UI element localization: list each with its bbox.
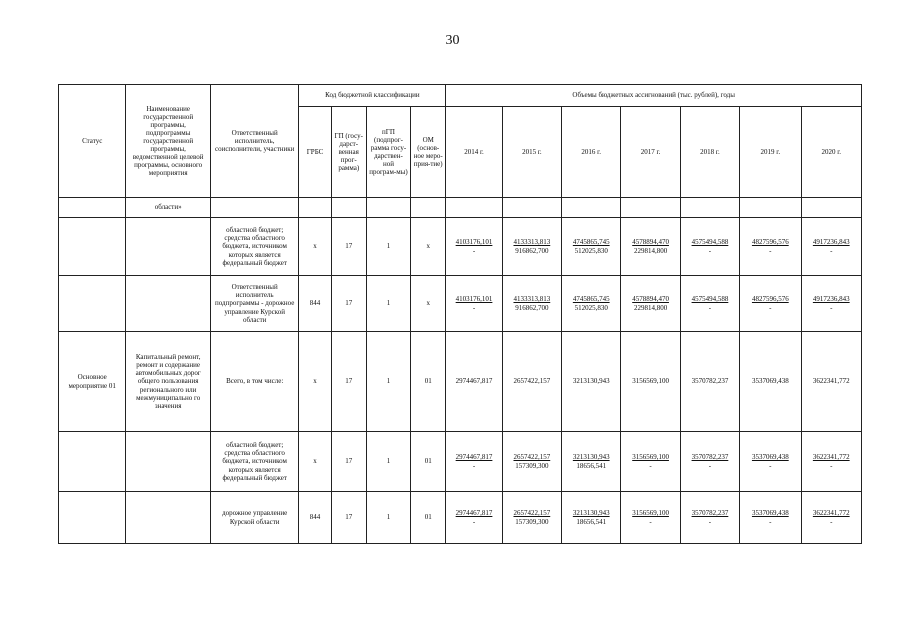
- cell-name: [126, 492, 211, 544]
- cell-value: [502, 218, 561, 276]
- value-sub: 18656,541: [576, 517, 607, 526]
- cell-pgp: 1: [366, 332, 410, 432]
- value-main: 3537069,438: [751, 509, 789, 518]
- cell-status: [59, 492, 126, 544]
- cell-value: 2974467,817: [446, 332, 502, 432]
- header-year: 2014 г.: [446, 107, 502, 198]
- cell-value: 3537069,438: [740, 332, 801, 432]
- value-sub: -: [649, 517, 652, 526]
- cell-value: [680, 276, 739, 332]
- cell-value: [621, 492, 680, 544]
- cell-value: [801, 276, 862, 332]
- cell-status: [59, 218, 126, 276]
- header-year: 2019 г.: [740, 107, 801, 198]
- cell-status: Основное мероприятие 01: [59, 332, 126, 432]
- cell-value: [621, 276, 680, 332]
- value-main: 3622341,772: [812, 453, 850, 462]
- value-main: 4827596,576: [751, 238, 789, 247]
- cell-responsible: областной бюджет; средства областного бюджета, источником которых является федеральный бюджет: [210, 432, 299, 492]
- header-year: 2020 г.: [801, 107, 862, 198]
- cell-responsible: Ответственный исполнитель подпрограммы - дорожное управление Курской области: [210, 276, 299, 332]
- cell-value: [446, 198, 502, 218]
- value-sub: 157309,300: [515, 517, 549, 526]
- cell-value: [801, 218, 862, 276]
- header-om: ОМ (основ-ное меро-прия-тие): [411, 107, 446, 198]
- value-main: 3622341,772: [812, 509, 850, 518]
- cell-responsible: дорожное управление Курской области: [210, 492, 299, 544]
- value-main: 4917236,843: [812, 295, 850, 304]
- cell-grbs: х: [299, 218, 331, 276]
- value-sub: -: [708, 461, 712, 470]
- value-main: 3156569,100: [632, 453, 669, 462]
- cell-om: 01: [411, 432, 446, 492]
- value-sub: 512025,830: [574, 303, 608, 312]
- value-main: 4745865,745: [572, 295, 610, 304]
- cell-value: [562, 276, 621, 332]
- cell-name: [126, 432, 211, 492]
- cell-value: [502, 276, 561, 332]
- value-main: 3570782,237: [691, 453, 729, 462]
- value-main: 3156569,100: [632, 509, 669, 518]
- cell-value: [740, 198, 801, 218]
- cell-gp: 17: [331, 276, 366, 332]
- value-main: 3213130,943: [572, 509, 610, 518]
- cell-value: [740, 218, 801, 276]
- cell-gp: 17: [331, 432, 366, 492]
- value-sub: -: [708, 246, 712, 255]
- cell-value: [740, 276, 801, 332]
- cell-gp: 17: [331, 492, 366, 544]
- value-main: 4745865,745: [572, 238, 610, 247]
- cell-pgp: 1: [366, 276, 410, 332]
- value-sub: -: [769, 517, 772, 526]
- cell-status: [59, 276, 126, 332]
- table-header: [59, 85, 862, 198]
- value-sub: 512025,830: [574, 246, 608, 255]
- value-sub: -: [472, 461, 476, 470]
- value-sub: -: [708, 303, 712, 312]
- value-sub: -: [769, 303, 772, 312]
- cell-value: [446, 276, 502, 332]
- cell-value: [801, 492, 862, 544]
- value-sub: -: [769, 461, 772, 470]
- value-sub: 916862,700: [515, 246, 549, 255]
- cell-value: 3156569,100: [621, 332, 680, 432]
- table-row: [59, 276, 862, 332]
- cell-status: [59, 432, 126, 492]
- cell-grbs: 844: [299, 492, 331, 544]
- value-main: 2657422,157: [513, 453, 551, 462]
- cell-om: [411, 198, 446, 218]
- page-number: 30: [445, 33, 460, 48]
- header-volumes: Объемы бюджетных ассигнований (тыс. рублей), годы: [446, 85, 862, 107]
- cell-value: [562, 218, 621, 276]
- header-status: Статус: [59, 85, 126, 198]
- table-row: [59, 332, 862, 432]
- value-sub: -: [830, 461, 833, 470]
- cell-value: [502, 198, 561, 218]
- value-sub: -: [769, 246, 772, 255]
- header-budget-code: Код бюджетной классификации: [299, 85, 446, 107]
- cell-value: [446, 218, 502, 276]
- table-row: [59, 218, 862, 276]
- header-grbs: ГРБС: [299, 107, 331, 198]
- cell-value: 3622341,772: [801, 332, 862, 432]
- header-year: 2017 г.: [621, 107, 680, 198]
- header-year: 2015 г.: [502, 107, 561, 198]
- cell-grbs: [299, 198, 331, 218]
- table-row: [59, 198, 862, 218]
- cell-responsible: [210, 198, 299, 218]
- value-sub: -: [472, 246, 476, 255]
- cell-om: х: [411, 276, 446, 332]
- cell-responsible: областной бюджет; средства областного бюджета, источником которых является федеральный бюджет: [210, 218, 299, 276]
- cell-value: [502, 492, 561, 544]
- cell-value: [680, 492, 739, 544]
- cell-gp: 17: [331, 218, 366, 276]
- cell-value: [680, 432, 739, 492]
- budget-table: [58, 84, 862, 544]
- value-main: 3213130,943: [572, 453, 610, 462]
- value-main: 4578894,470: [632, 295, 669, 304]
- cell-grbs: х: [299, 432, 331, 492]
- cell-value: [801, 198, 862, 218]
- value-sub: 18656,541: [576, 461, 607, 470]
- cell-gp: [331, 198, 366, 218]
- cell-pgp: [366, 198, 410, 218]
- cell-value: [680, 218, 739, 276]
- value-sub: -: [472, 303, 476, 312]
- value-sub: -: [649, 461, 652, 470]
- value-main: 3537069,438: [751, 453, 789, 462]
- header-pgp: пГП (подпрог-рамма госу-дарствен-ной програм-мы): [366, 107, 410, 198]
- cell-value: 3570782,237: [680, 332, 739, 432]
- cell-value: [621, 432, 680, 492]
- value-sub: 157309,300: [515, 461, 549, 470]
- value-main: 4578894,470: [632, 238, 669, 247]
- value-sub: -: [472, 517, 476, 526]
- cell-grbs: х: [299, 332, 331, 432]
- cell-name: [126, 218, 211, 276]
- value-sub: -: [830, 517, 833, 526]
- cell-value: [562, 198, 621, 218]
- cell-value: [562, 492, 621, 544]
- value-main: 4575494,588: [691, 238, 729, 247]
- value-main: 2974467,817: [455, 509, 493, 518]
- cell-om: х: [411, 218, 446, 276]
- cell-pgp: 1: [366, 218, 410, 276]
- table-body: [59, 198, 862, 544]
- value-main: 4917236,843: [812, 238, 850, 247]
- value-sub: 916862,700: [515, 303, 549, 312]
- header-year: 2018 г.: [680, 107, 739, 198]
- cell-pgp: 1: [366, 492, 410, 544]
- value-main: 2657422,157: [513, 509, 551, 518]
- cell-responsible: Всего, в том числе:: [210, 332, 299, 432]
- cell-name: [126, 276, 211, 332]
- cell-name: Капитальный ремонт, ремонт и содержание автомобильных дорог общего пользования регионального или межмуниципально го значения: [126, 332, 211, 432]
- value-main: 4133313,813: [513, 238, 551, 247]
- cell-value: [562, 432, 621, 492]
- value-sub: -: [830, 246, 833, 255]
- cell-value: [621, 218, 680, 276]
- cell-pgp: 1: [366, 432, 410, 492]
- table-row: [59, 492, 862, 544]
- cell-value: [801, 432, 862, 492]
- cell-grbs: 844: [299, 276, 331, 332]
- cell-status: [59, 198, 126, 218]
- cell-value: [446, 432, 502, 492]
- cell-value: [680, 198, 739, 218]
- cell-value: [446, 492, 502, 544]
- cell-gp: 17: [331, 332, 366, 432]
- value-main: 4103176,101: [455, 238, 493, 247]
- value-main: 4575494,588: [691, 295, 729, 304]
- value-sub: -: [708, 517, 712, 526]
- table-row: [59, 432, 862, 492]
- value-main: 4103176,101: [455, 295, 493, 304]
- cell-name: области»: [126, 198, 211, 218]
- value-main: 4133313,813: [513, 295, 551, 304]
- header-gp: ГП (госу-дарст-венная прог-рамма): [331, 107, 366, 198]
- value-main: 2974467,817: [455, 453, 493, 462]
- cell-om: 01: [411, 492, 446, 544]
- cell-value: [740, 432, 801, 492]
- value-sub: 229814,800: [633, 246, 668, 255]
- header-year: 2016 г.: [562, 107, 621, 198]
- cell-value: [740, 492, 801, 544]
- header-responsible: Ответственный исполнитель, соисполнители, участники: [210, 85, 299, 198]
- cell-om: 01: [411, 332, 446, 432]
- cell-value: [502, 432, 561, 492]
- header-name: Наименование государственной программы, подпрограммы государственной программы, ведомственной целевой программы, основного мероприятия: [126, 85, 211, 198]
- cell-value: 2657422,157: [502, 332, 561, 432]
- value-sub: 229814,800: [633, 303, 668, 312]
- value-sub: -: [830, 303, 833, 312]
- cell-value: 3213130,943: [562, 332, 621, 432]
- value-main: 3570782,237: [691, 509, 729, 518]
- value-main: 4827596,576: [751, 295, 789, 304]
- cell-value: [621, 198, 680, 218]
